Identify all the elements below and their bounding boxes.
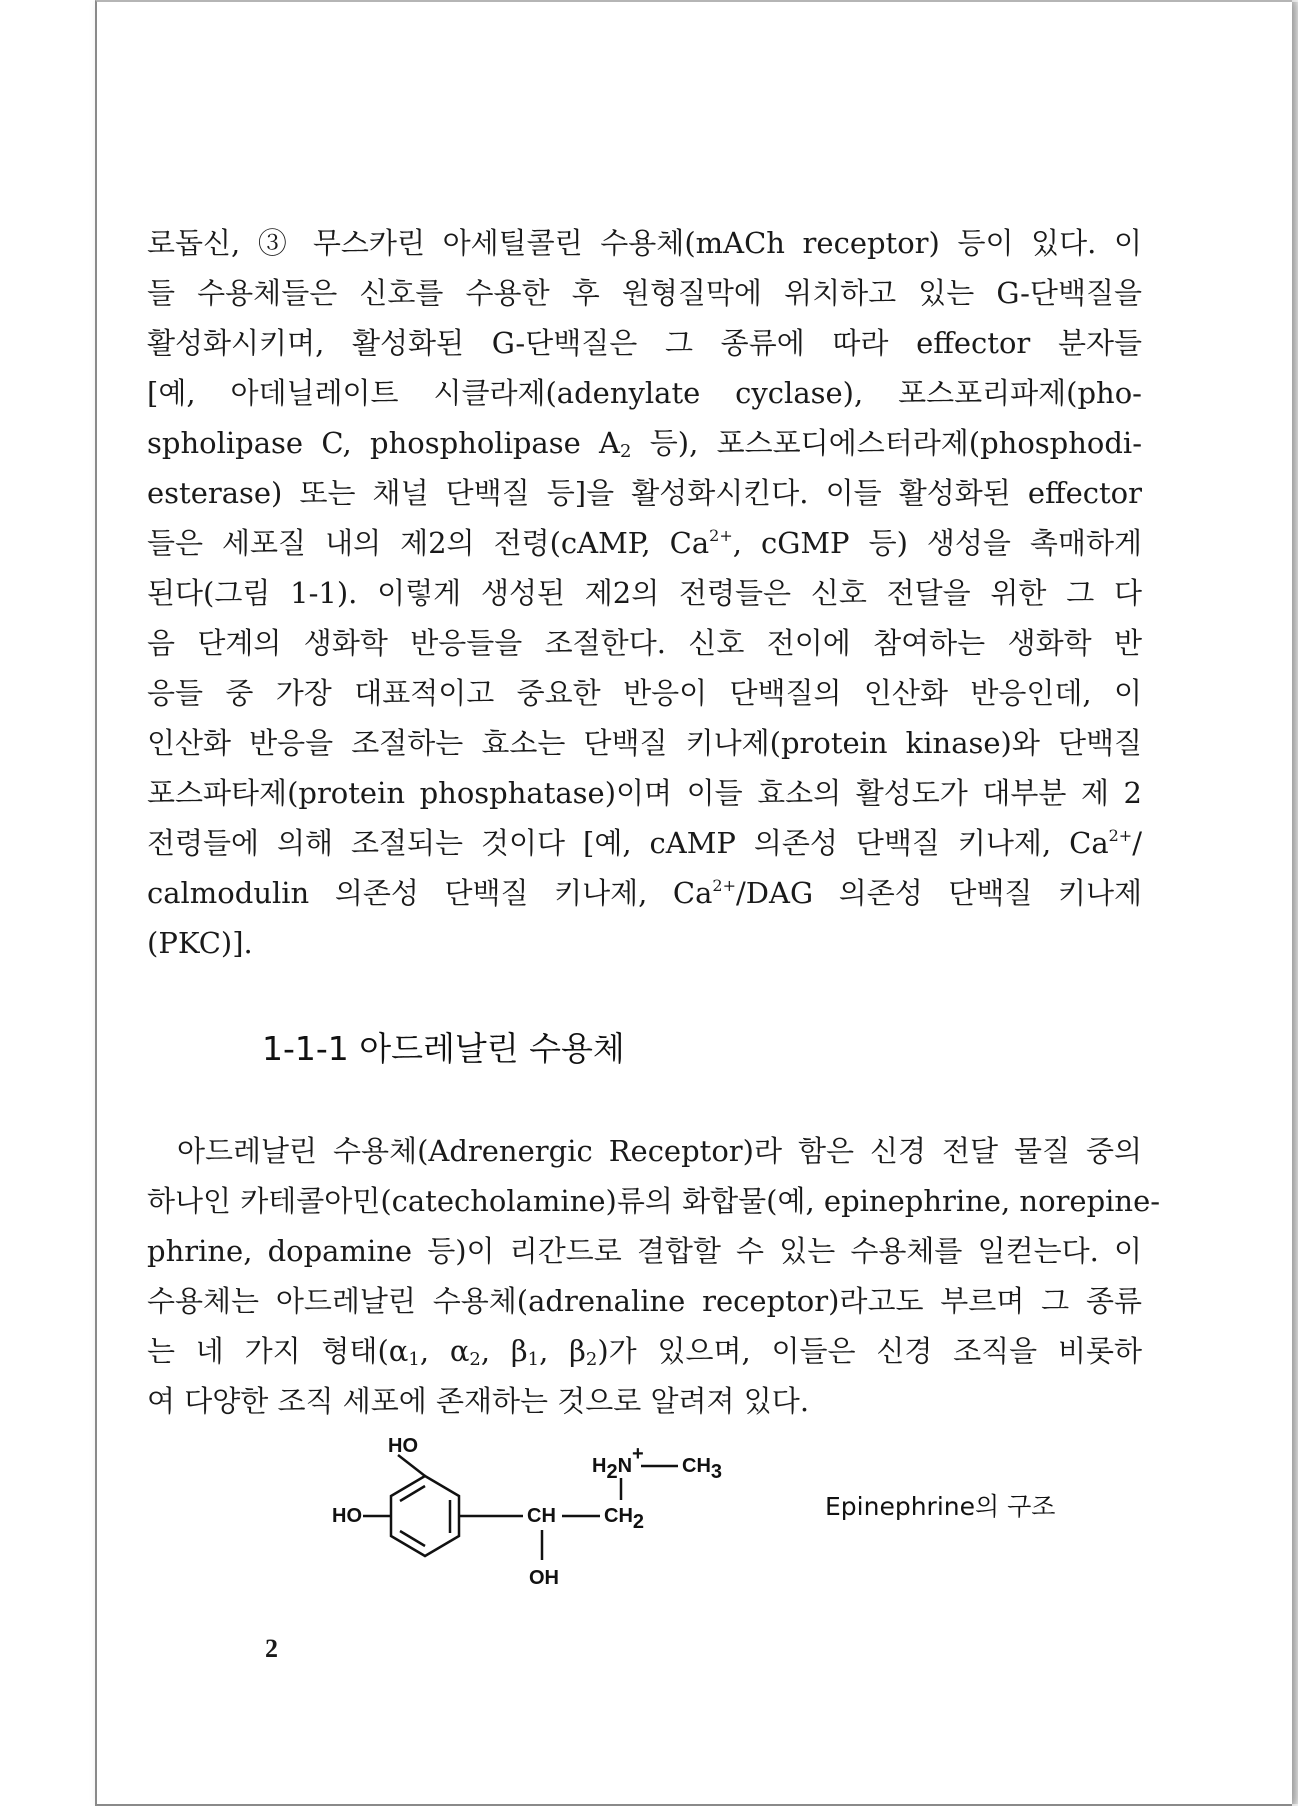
oh-label: OH: [529, 1567, 559, 1589]
page-number: 2: [265, 1634, 278, 1663]
subscript: 2: [620, 441, 632, 462]
separator: ,: [419, 1334, 450, 1368]
ch3-label: [682, 1455, 722, 1483]
epinephrine-structure: [330, 1438, 750, 1608]
text-line: 로돕신, ③ 무스카린 아세틸콜린 수용체(mACh receptor) 등이 있다. 이: [147, 226, 1142, 260]
text-segment: calmodulin 의존성 단백질 키나제, Ca: [147, 876, 713, 910]
text-line: [147, 1326, 1142, 1376]
text-line: 인산화 반응을 조절하는 효소는 단백질 키나제(protein kinase)와 단백질: [147, 726, 1142, 760]
greek-alpha: α: [449, 1334, 470, 1368]
text-segment: 등), 포스포디에스터라제(phosphodi-: [631, 426, 1142, 460]
text-segment: spholipase C, phospholipase A: [147, 426, 621, 460]
subscript: 2: [469, 1349, 481, 1370]
text-line: 포스파타제(protein phosphatase)이며 이들 효소의 활성도가 대부분 제 2: [147, 776, 1142, 810]
superscript: 2+: [1108, 826, 1133, 845]
text-line: 응들 중 가장 대표적이고 중요한 반응이 단백질의 인산화 반응인데, 이: [147, 676, 1142, 710]
text-line: 들 수용체들은 신호를 수용한 후 원형질막에 위치하고 있는 G-단백질을: [147, 276, 1142, 310]
ch3-symbol: CH: [682, 1455, 711, 1477]
ch2-symbol: CH: [604, 1505, 633, 1527]
ho-top-label: HO: [388, 1438, 418, 1457]
text-line: esterase) 또는 채널 단백질 등]을 활성화시킨다. 이들 활성화된 effector: [147, 476, 1142, 510]
ch2-label: [604, 1505, 644, 1533]
subscript: 1: [408, 1349, 420, 1370]
subscript: 1: [527, 1349, 540, 1370]
text-segment: /: [1132, 826, 1142, 860]
separator: ,: [480, 1334, 511, 1368]
text-line: 수용체는 아드레날린 수용체(adrenaline receptor)라고도 부르며 그 종류: [147, 1284, 1142, 1318]
ch-label: CH: [527, 1505, 556, 1527]
section-heading: 1-1-1 아드레날린 수용체: [262, 1029, 625, 1068]
plus-charge: +: [632, 1443, 644, 1465]
text-segment: 전령들에 의해 조절되는 것이다 [예, cAMP 의존성 단백질 키나제, Ca: [147, 826, 1109, 860]
text-line: 된다(그림 1-1). 이렇게 생성된 제2의 전령들은 신호 전달을 위한 그 다: [147, 576, 1142, 610]
h2-subscript: 2: [606, 1461, 618, 1483]
text-line: 하나인 카테콜아민(catecholamine)류의 화합물(예, epinephrine, norepine-: [147, 1184, 1161, 1218]
ch2-subscript: 2: [632, 1511, 645, 1533]
h-symbol: H: [592, 1455, 607, 1477]
text-line: [147, 518, 1142, 568]
subscript: 2: [585, 1349, 598, 1370]
paragraph-1: [147, 218, 1142, 968]
ch3-subscript: 3: [710, 1461, 723, 1483]
text-line: 음 단계의 생화학 반응들을 조절한다. 신호 전이에 참여하는 생화학 반: [147, 626, 1142, 660]
superscript: 2+: [709, 526, 733, 545]
superscript: 2+: [712, 876, 736, 895]
figure-caption: Epinephrine의 구조: [825, 1492, 1056, 1521]
text-line: (PKC)].: [147, 926, 253, 960]
benzene-ring: [391, 1476, 459, 1556]
text-segment: 는 네 가지 형태(: [147, 1334, 389, 1368]
text-line: 여 다양한 조직 세포에 존재하는 것으로 알려져 있다.: [147, 1384, 810, 1418]
text-line: 아드레날린 수용체(Adrenergic Receptor)라 함은 신경 전달 물질 중의: [177, 1134, 1142, 1168]
text-line: [147, 868, 1142, 918]
text-segment: /DAG 의존성 단백질 키나제: [735, 876, 1142, 910]
greek-beta: β: [569, 1334, 586, 1368]
separator: ,: [539, 1334, 570, 1368]
text-line: phrine, dopamine 등)이 리간드로 결합할 수 있는 수용체를 일컫는다. 이: [147, 1234, 1142, 1268]
text-segment: 들은 세포질 내의 제2의 전령(cAMP, Ca: [147, 526, 710, 560]
text-line: [예, 아데닐레이트 시클라제(adenylate cyclase), 포스포리파제(pho-: [147, 376, 1142, 410]
text-segment: , cGMP 등) 생성을 촉매하게: [732, 526, 1142, 560]
greek-beta: β: [510, 1334, 528, 1368]
text-line: [147, 818, 1142, 868]
h2n-label: [592, 1443, 644, 1483]
ho-left-label: HO: [332, 1505, 362, 1527]
greek-alpha: α: [388, 1334, 409, 1368]
n-symbol: N: [617, 1455, 633, 1477]
text-line: [147, 418, 1142, 468]
paragraph-2: [147, 1126, 1161, 1426]
text-line: 활성화시키며, 활성화된 G-단백질은 그 종류에 따라 effector 분자들: [147, 326, 1142, 360]
text-segment: )가 있으며, 이들은 신경 조직을 비롯하: [597, 1334, 1143, 1368]
